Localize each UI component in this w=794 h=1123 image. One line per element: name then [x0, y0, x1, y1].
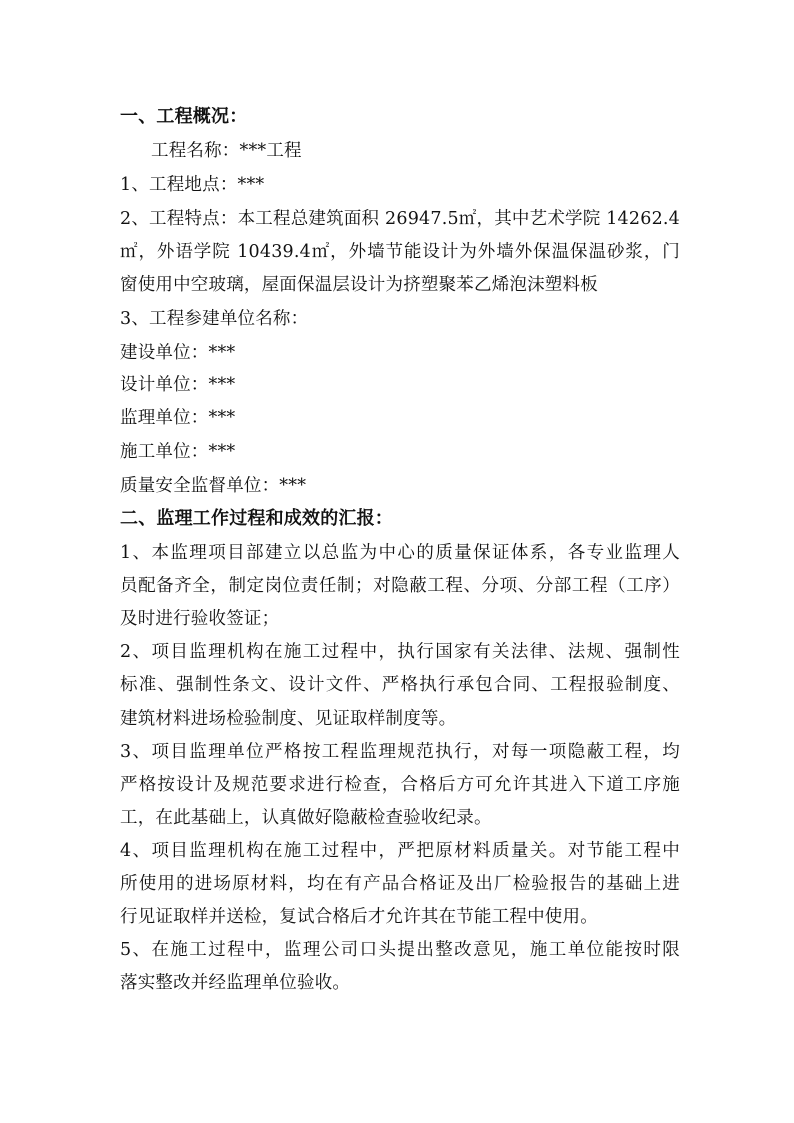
project-location: 1、工程地点：***: [120, 175, 265, 195]
item-5-line-2: 落实整改并经监理单位验收。: [120, 973, 351, 993]
item-4-line-2: 所使用的进场原材料，均在有产品合格证及出厂检验报告的基础上进: [120, 874, 680, 894]
item-3-line-2: 严格按设计及规范要求进行检查，合格后方可允许其进入下道工序施: [120, 775, 680, 795]
item-4-line-1: 4、项目监理机构在施工过程中，严把原材料质量关。对节能工程中: [120, 841, 680, 861]
supervision-unit: 监理单位：***: [120, 408, 236, 428]
safety-supervision-unit: 质量安全监督单位：***: [120, 476, 307, 496]
item-1-line-3: 及时进行验收签证；: [120, 609, 280, 629]
contractor-unit: 施工单位：***: [120, 442, 236, 462]
item-1-line-2: 员配备齐全，制定岗位责任制；对隐蔽工程、分项、分部工程（工序）: [120, 576, 680, 596]
units-title: 3、工程参建单位名称：: [120, 309, 309, 329]
item-2-line-3: 建筑材料进场检验制度、见证取样制度等。: [120, 709, 457, 729]
project-features-line-2: ㎡，外语学院 10439.4㎡，外墙节能设计为外墙外保温保温砂浆，门: [120, 242, 680, 262]
project-features-line-3: 窗使用中空玻璃，屋面保温层设计为挤塑聚苯乙烯泡沫塑料板: [120, 275, 598, 295]
construction-unit: 建设单位：***: [120, 343, 236, 363]
item-4-line-3: 行见证取样并送检，复试合格后才允许其在节能工程中使用。: [120, 907, 598, 927]
project-features-line-1: 2、工程特点：本工程总建筑面积 26947.5㎡，其中艺术学院 14262.4: [120, 209, 680, 229]
item-5-line-1: 5、在施工过程中，监理公司口头提出整改意见，施工单位能按时限: [120, 940, 680, 960]
item-1-line-1: 1、本监理项目部建立以总监为中心的质量保证体系，各专业监理人: [120, 543, 680, 563]
item-2-line-2: 标准、强制性条文、设计文件、严格执行承包合同、工程报验制度、: [120, 675, 680, 695]
section-1-heading: 一、工程概况：: [120, 106, 248, 127]
item-3-line-1: 3、项目监理单位严格按工程监理规范执行，对每一项隐蔽工程，均: [120, 742, 680, 762]
item-3-line-3: 工，在此基础上，认真做好隐蔽检查验收纪录。: [120, 808, 492, 828]
project-name: 工程名称：***工程: [151, 141, 302, 161]
section-2-heading: 二、监理工作过程和成效的汇报：: [120, 508, 393, 529]
design-unit: 设计单位：***: [120, 375, 236, 395]
item-2-line-1: 2、项目监理机构在施工过程中，执行国家有关法律、法规、强制性: [120, 642, 680, 662]
